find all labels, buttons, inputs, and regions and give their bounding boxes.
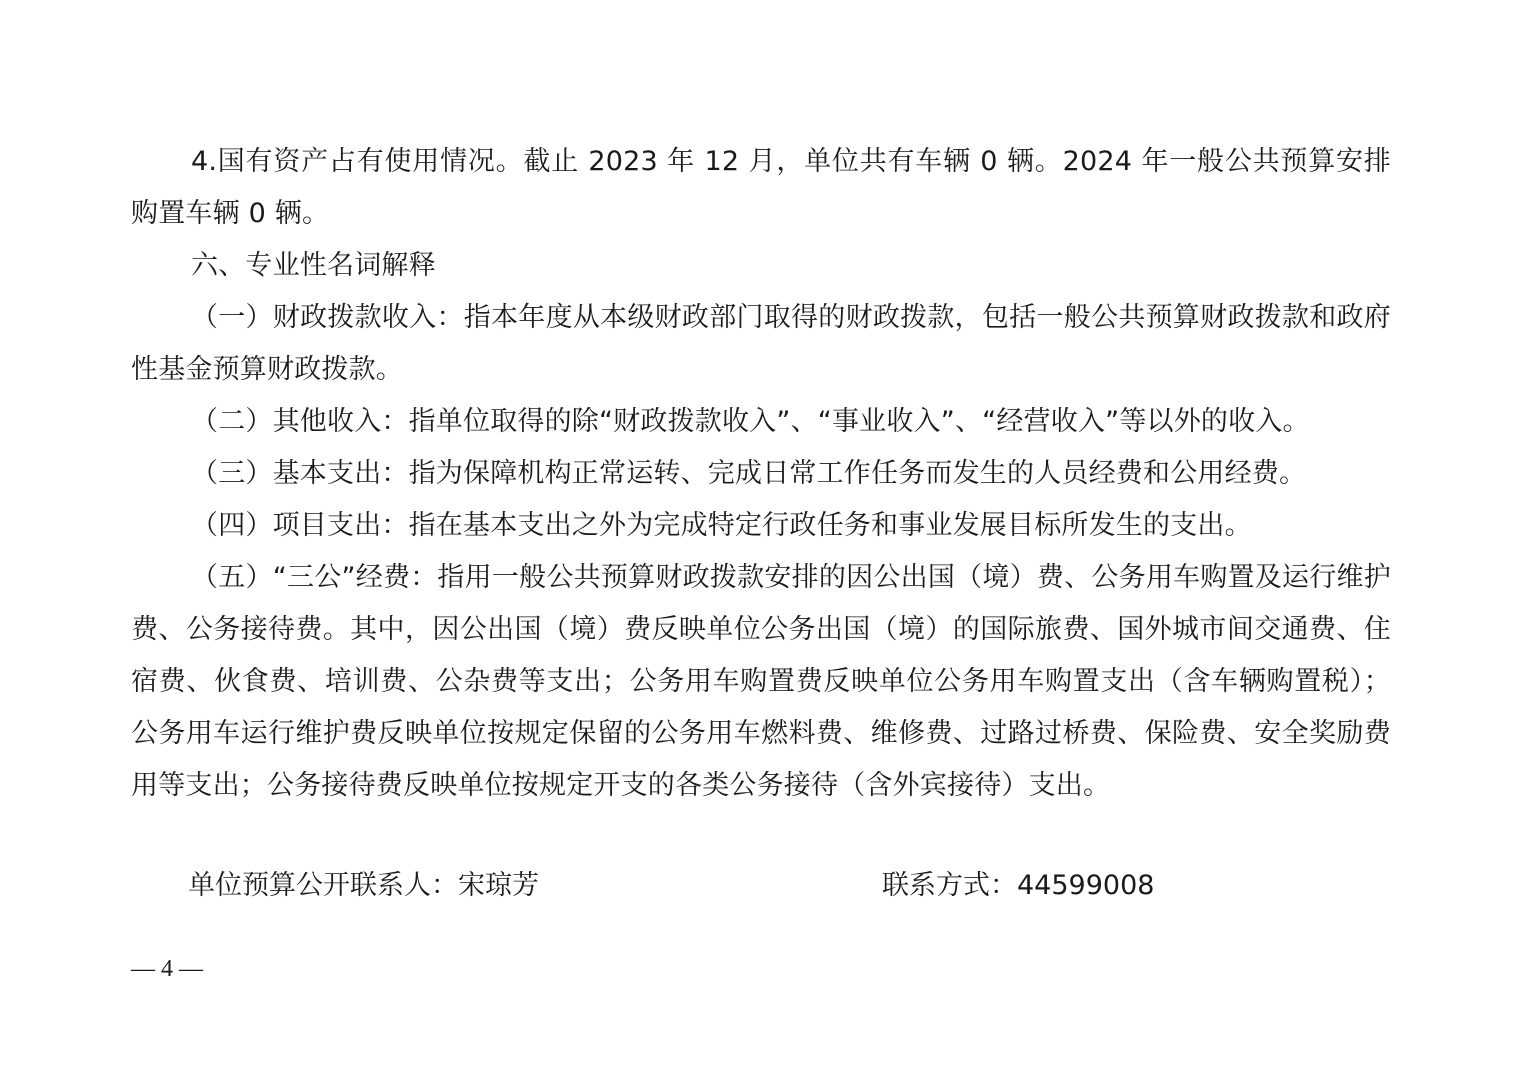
paragraph-asset-usage: 4.国有资产占有使用情况。截止 2023 年 12 月，单位共有车辆 0 辆。2024 年一般公共预算安排购置车辆 0 辆。 <box>131 146 1391 229</box>
paragraph-project-expenditure: （四）项目支出：指在基本支出之外为完成特定行政任务和事业发展目标所发生的支出。 <box>191 510 1252 541</box>
contact-row <box>188 866 1288 906</box>
page-number: — 4 — <box>131 956 203 982</box>
document-body <box>131 136 1391 812</box>
paragraph-three-public-expenses: （五）“三公”经费：指用一般公共预算财政拨款安排的因公出国（境）费、公务用车购置及运行维护费、公务接待费。其中，因公出国（境）费反映单位公务出国（境）的国际旅费、国外城市间交通费、住宿费、伙食费、培训费、公杂费等支出；公务用车购置费反映单位公务用车购置支出（含车辆购置税）；公务用车运行维护费反映单位按规定保留的公务用车燃料费、维修费、过路过桥费、保险费、安全奖励费用等支出；公务接待费反映单位按规定开支的各类公务接待（含外宾接待）支出。 <box>131 562 1391 801</box>
section-heading-terms: 六、专业性名词解释 <box>191 250 436 281</box>
contact-phone: 联系方式：44599008 <box>882 870 1155 901</box>
paragraph-other-income: （二）其他收入：指单位取得的除“财政拨款收入”、“事业收入”、“经营收入”等以外的收入。 <box>191 406 1310 437</box>
paragraph-fiscal-income: （一）财政拨款收入：指本年度从本级财政部门取得的财政拨款，包括一般公共预算财政拨款和政府性基金预算财政拨款。 <box>131 302 1391 385</box>
contact-person: 单位预算公开联系人：宋琼芳 <box>188 870 539 901</box>
paragraph-basic-expenditure: （三）基本支出：指为保障机构正常运转、完成日常工作任务而发生的人员经费和公用经费。 <box>191 458 1307 489</box>
